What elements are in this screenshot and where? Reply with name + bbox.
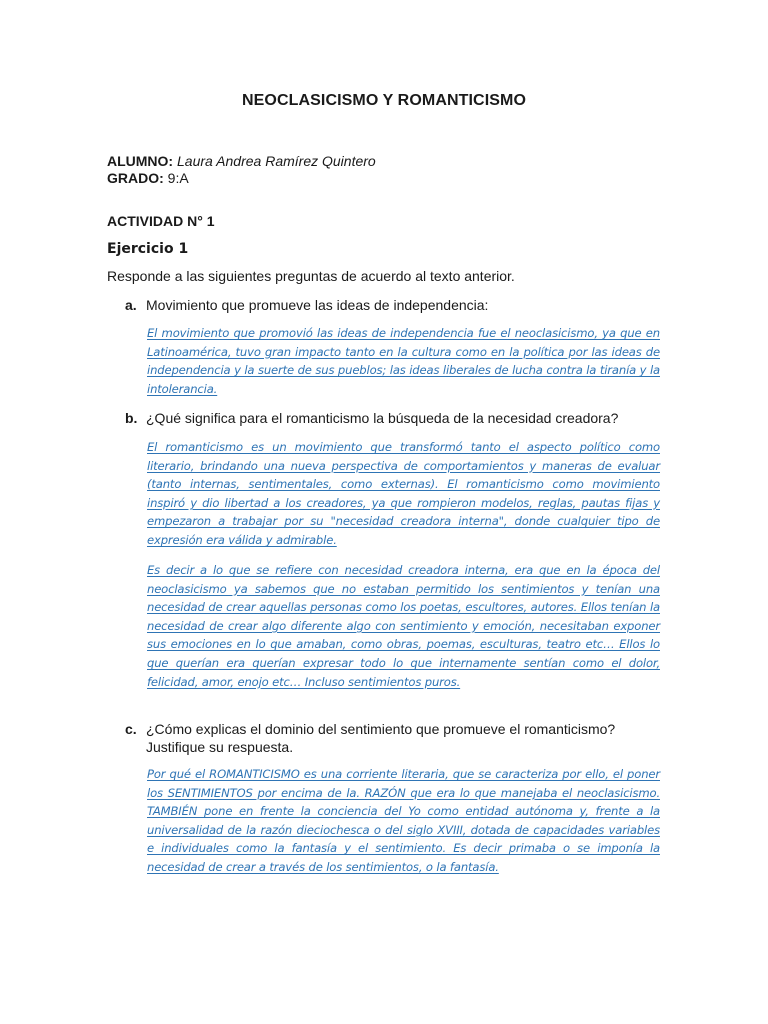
answer-a: El movimiento que promovió las ideas de independencia fue el neoclasicismo, ya que en Latinoamérica, tuvo gran impacto tanto en la cultura como en la política por las ideas de independencia y la suerte de sus pueblos; las ideas liberales de lucha contra la tiranía y la intolerancia. [147, 326, 660, 396]
question-b [125, 409, 665, 427]
question-text: ¿Cómo explicas el dominio del sentimiento que promueve el romanticismo? Justifique su respuesta. [146, 721, 616, 755]
grade-label: GRADO: [107, 170, 164, 186]
student-line [107, 153, 376, 170]
question-marker: a. [125, 297, 137, 313]
student-label: ALUMNO: [107, 153, 174, 169]
question-marker: c. [125, 721, 137, 737]
exercise-heading: Ejercicio 1 [107, 241, 189, 257]
grade-value: 9:A [167, 170, 189, 186]
question-c [125, 720, 645, 756]
answer-b-1: El romanticismo es un movimiento que transformó tanto el aspecto político como literario, brindando una nueva perspectiva de comportamientos y maneras de evaluar (tanto internas, sentimentales, como externas). El romanticismo como movimiento inspiró y dio libertad a los creadores, ya que rompieron modelos, reglas, pautas fijas y empezaron a trabajar por su "necesidad creadora interna", donde cualquier tipo de expresión era válida y admirable. [147, 440, 660, 547]
grade-line [107, 170, 189, 187]
question-marker: b. [125, 410, 138, 426]
answer-b-2: Es decir a lo que se refiere con necesidad creadora interna, era que en la época del neoclasicismo ya sabemos que no estaban permitido los sentimientos y tenían una necesidad de crear aquellas personas como los poetas, escultores, autores. Ellos tenían la necesidad de crear algo diferente algo con sentimiento y emoción, necesitaban exponer sus emociones en lo que amaban, como obras, poemas, esculturas, teatro etc… Ellos lo que querían era querían expresar todo lo que internamente sentían como el dolor, felicidad, amor, enojo etc… Incluso sentimientos puros. [147, 563, 660, 689]
question-a [125, 296, 665, 314]
answer-c: Por qué el ROMANTICISMO es una corriente literaria, que se caracteriza por ello, el poner los SENTIMIENTOS por encima de la. RAZÓN que era lo que manejaba el neoclasicismo. TAMBIÉN pone en frente la conciencia del Yo como entidad autónoma y, frente a la universalidad de la razón dieciochesca o del siglo XVIII, dotada de capacidades variables e individuales como la fantasía y el sentimiento. Es decir primaba o se imponía la necesidad de crear a través de los sentimientos, o la fantasía. [147, 767, 660, 874]
student-name: Laura Andrea Ramírez Quintero [177, 153, 376, 169]
question-text: Movimiento que promueve las ideas de independencia: [146, 297, 489, 313]
instructions-text: Responde a las siguientes preguntas de acuerdo al texto anterior. [107, 268, 515, 284]
activity-heading: ACTIVIDAD N° 1 [107, 213, 215, 229]
question-text: ¿Qué significa para el romanticismo la búsqueda de la necesidad creadora? [146, 410, 619, 426]
page-title: NEOCLASICISMO Y ROMANTICISMO [241, 92, 526, 109]
